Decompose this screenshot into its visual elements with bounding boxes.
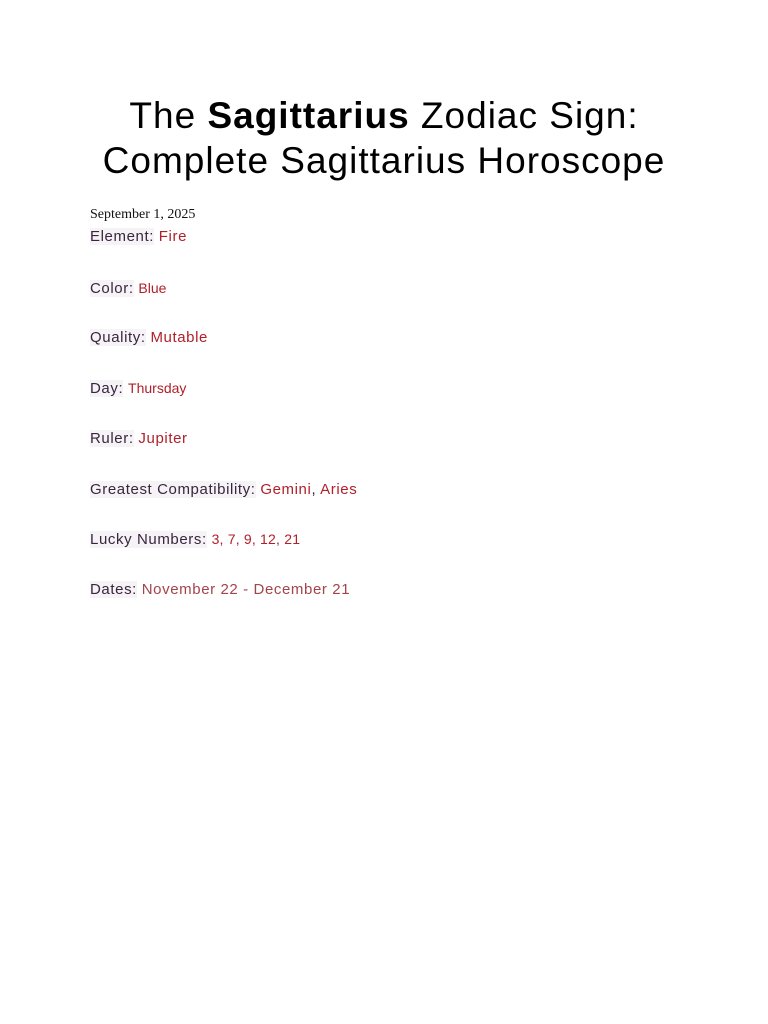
attribute-dates [90, 580, 350, 600]
attribute-day [90, 378, 186, 399]
attribute-lucky-numbers [90, 529, 300, 550]
dates-value: November 22 - December 21 [141, 581, 351, 598]
title-sign-name: Sagittarius [207, 95, 410, 136]
attribute-compatibility [90, 480, 357, 500]
compatibility-aries-link[interactable]: Aries [320, 481, 358, 498]
attribute-color [90, 278, 166, 299]
title-line-2: Complete Sagittarius Horoscope [102, 140, 666, 181]
title-suffix: Zodiac Sign: [409, 95, 639, 136]
lucky-numbers-label: Lucky Numbers: [90, 531, 207, 548]
dates-label: Dates: [90, 581, 137, 598]
publish-date: September 1, 2025 [90, 207, 196, 222]
element-value-link[interactable]: Fire [158, 228, 188, 245]
compatibility-separator: , [311, 481, 317, 498]
quality-value-link[interactable]: Mutable [150, 329, 209, 346]
color-value-link[interactable]: Blue [138, 280, 167, 296]
element-label: Element: [90, 228, 154, 245]
attribute-quality [90, 328, 208, 348]
attribute-ruler [90, 429, 188, 449]
page-title [40, 93, 728, 183]
quality-label: Quality: [90, 329, 146, 346]
lucky-numbers-value: 3, 7, 9, 12, 21 [211, 531, 301, 547]
title-prefix: The [129, 95, 208, 136]
compatibility-gemini-link[interactable]: Gemini [260, 481, 312, 498]
attribute-element [90, 227, 187, 247]
ruler-label: Ruler: [90, 430, 134, 447]
day-label: Day: [90, 380, 124, 397]
color-label: Color: [90, 280, 134, 297]
ruler-value-link[interactable]: Jupiter [138, 430, 188, 447]
day-value-link[interactable]: Thursday [128, 380, 187, 396]
compatibility-label: Greatest Compatibility: [90, 481, 256, 498]
